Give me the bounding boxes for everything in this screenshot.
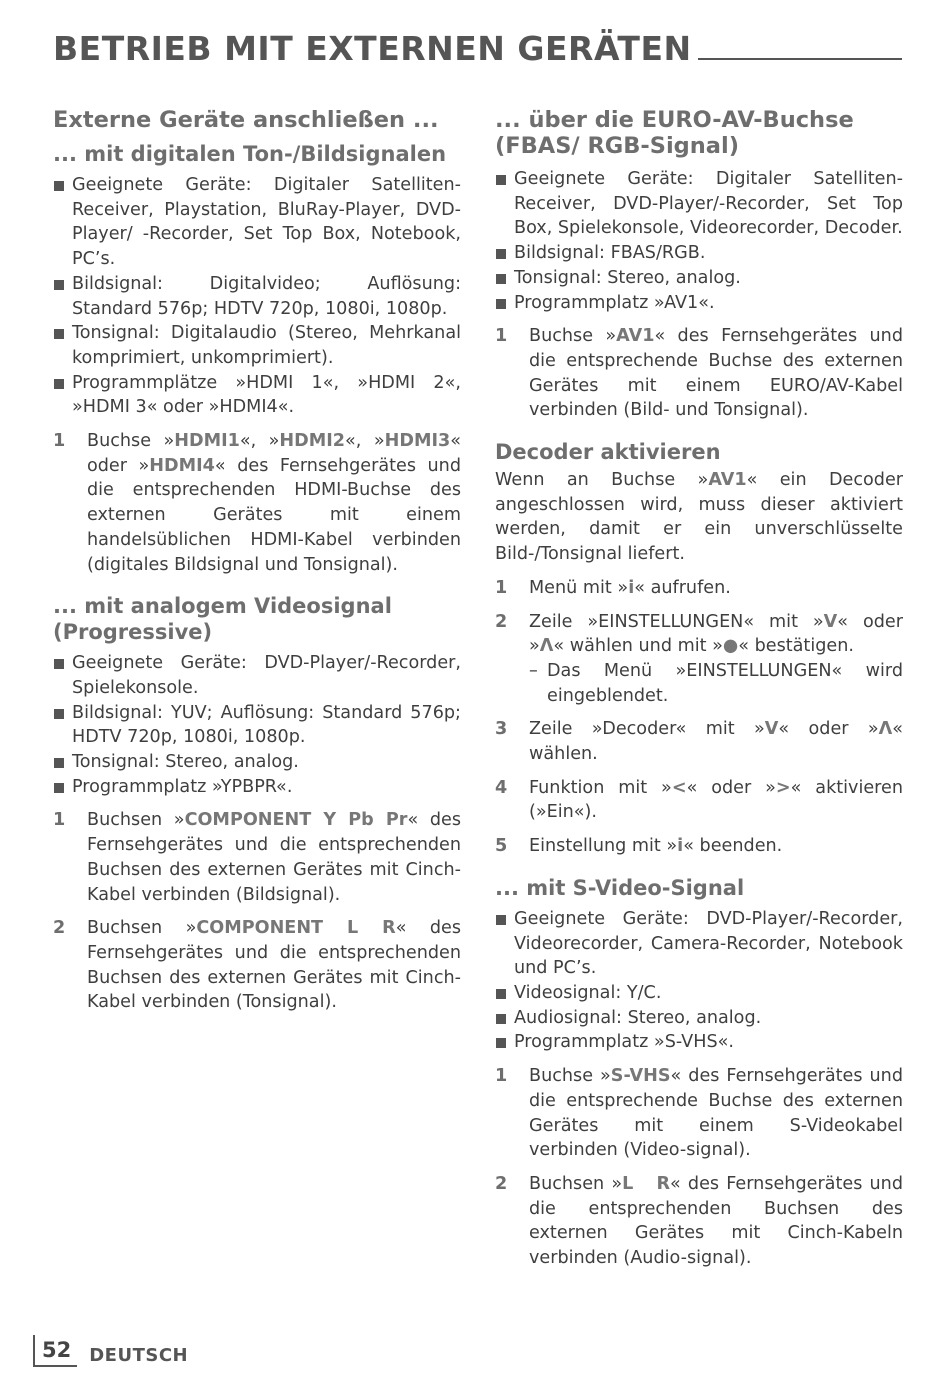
bullet-square-icon: [496, 1014, 506, 1024]
step-number: 1: [53, 431, 66, 452]
step-number: 1: [495, 1066, 508, 1087]
section-heading-digital: ... mit digitalen Ton-/Bildsignalen: [53, 142, 447, 166]
left-column: [53, 100, 461, 1015]
step-number: 4: [495, 777, 508, 798]
bullet-square-icon: [496, 249, 506, 259]
bullet-square-icon: [496, 299, 506, 309]
step-text: Buchse »AV1« des Fernsehgerätes und die entsprechende Buchse des externen Gerätes mit einem EURO/AV-Kabel verbinden (Bild- und Tonsignal).: [529, 326, 903, 421]
step-text: Einstellung mit »i« beenden.: [529, 836, 783, 857]
arrow-up-icon: Λ: [539, 636, 554, 657]
list-item: Videosignal: Y/C.: [495, 981, 903, 1006]
list-item: Geeignete Geräte: Digitaler Satelliten-Receiver, DVD-Player/-Recorder, Set Top Box, Spielekonsole, Videorecorder, Decoder.: [495, 167, 903, 241]
page-header: [53, 24, 902, 68]
list-item: Programmplatz »YPBPR«.: [53, 775, 461, 800]
step-svhs: [495, 1064, 903, 1163]
analog-bullet-list: [53, 651, 461, 799]
bullet-square-icon: [496, 915, 506, 925]
list-item: Bildsignal: FBAS/RGB.: [495, 241, 903, 266]
step-text: Zeile »Decoder« mit »V« oder »Λ« wählen.: [529, 719, 903, 765]
bullet-square-icon: [54, 783, 64, 793]
right-column: [495, 100, 903, 1271]
step-number: 1: [495, 577, 508, 598]
bullet-square-icon: [54, 280, 64, 290]
step-text: Buchsen »L R« des Fernsehgerätes und die entsprechenden Buchsen des externen Gerätes mit Cinch-Kabeln verbinden (Audio-signal).: [529, 1173, 903, 1269]
step-number: 5: [495, 836, 508, 857]
step-text: Buchse »S-VHS« des Fernsehgerätes und die entsprechende Buchse des externen Gerätes mit einem S-Videokabel verbinden (Video-signal).: [529, 1066, 903, 1161]
bullet-square-icon: [54, 758, 64, 768]
arrow-down-icon: V: [764, 719, 779, 740]
step-av1: [495, 324, 903, 423]
list-item: Tonsignal: Stereo, analog.: [53, 750, 461, 775]
list-item: Geeignete Geräte: Digitaler Satelliten-Receiver, Playstation, BluRay-Player, DVD-Player/ -Recorder, Set Top Box, Notebook, PC’s.: [53, 173, 461, 272]
bullet-square-icon: [496, 274, 506, 284]
step-hdmi: [53, 429, 461, 577]
step-text: Buchsen »COMPONENT L R« des Fernsehgerätes und die entsprechenden Buchsen des externen Gerätes mit Cinch-Kabel verbinden (Tonsignal).: [87, 918, 462, 1013]
step-activate: [495, 776, 903, 825]
list-item: Programmplätze »HDMI 1«, »HDMI 2«, »HDMI 3« oder »HDMI4«.: [53, 371, 461, 420]
step-number: 1: [53, 810, 66, 831]
list-item: Programmplatz »AV1«.: [495, 291, 903, 316]
decoder-intro: Wenn an Buchse »AV1« ein Decoder angeschlossen wird, muss dieser aktiviert werden, damit er ein unverschlüsselte Bild-/Tonsignal liefert.: [495, 470, 904, 565]
euro-av-bullet-list: [495, 167, 903, 315]
bullet-square-icon: [54, 709, 64, 719]
step-text: Menü mit »i« aufrufen.: [529, 577, 731, 598]
step-number: 1: [495, 326, 508, 347]
bullet-square-icon: [54, 379, 64, 389]
list-item: Audiosignal: Stereo, analog.: [495, 1006, 903, 1031]
arrow-down-icon: V: [823, 611, 838, 632]
step-text: Zeile »EINSTELLUNGEN« mit »V« oder »Λ« wählen und mit »●« bestätigen. – Das Menü »EINSTELLUNGEN« wird eingeblendet.: [529, 610, 903, 709]
step-subnote: – Das Menü »EINSTELLUNGEN« wird eingeblendet.: [529, 660, 903, 706]
bullet-square-icon: [496, 175, 506, 185]
step-text: Buchse »HDMI1«, »HDMI2«, »HDMI3« oder »HDMI4« des Fernsehgerätes und die entsprechenden HDMI-Buchse des externen Gerätes mit einem handelsüblichen HDMI-Kabel verbinden (digitales Bildsignal und Tonsignal).: [87, 431, 461, 575]
step-number: 2: [495, 1173, 508, 1194]
arrow-right-icon: >: [775, 777, 791, 798]
step-number: 3: [495, 719, 508, 740]
section-heading-connect: Externe Geräte anschließen ...: [53, 107, 439, 133]
section-heading-euro-av: ... über die EURO-AV-Buchse (FBAS/ RGB-Signal): [495, 107, 854, 159]
list-item: Geeignete Geräte: DVD-Player/-Recorder, Videorecorder, Camera-Recorder, Notebook und PC’s.: [495, 907, 903, 981]
step-component-video: [53, 808, 461, 907]
step-component-audio: [53, 916, 461, 1015]
page-number: 52: [33, 1335, 77, 1367]
step-text: Funktion mit »<« oder »>« aktivieren (»Ein«).: [529, 777, 903, 823]
step-audio-lr: [495, 1172, 903, 1271]
bullet-square-icon: [496, 1038, 506, 1048]
page-title: BETRIEB MIT EXTERNEN GERÄTEN: [53, 29, 692, 68]
arrow-left-icon: <: [671, 777, 687, 798]
page-footer: [33, 1335, 188, 1367]
title-rule: [698, 58, 902, 60]
language-label: DEUTSCH: [89, 1345, 189, 1366]
step-open-menu: [495, 576, 903, 601]
info-key-icon: i: [677, 836, 684, 857]
list-item: Geeignete Geräte: DVD-Player/-Recorder, Spielekonsole.: [53, 651, 461, 700]
list-item: Tonsignal: Digitalaudio (Stereo, Mehrkanal komprimiert, unkomprimiert).: [53, 321, 461, 370]
step-number: 2: [53, 918, 66, 939]
step-text: Buchsen »COMPONENT Y Pb Pr« des Fernsehgerätes und die entsprechenden Buchsen des externen Gerätes mit Cinch-Kabel verbinden (Bildsignal).: [87, 810, 462, 905]
info-key-icon: i: [628, 577, 635, 598]
list-item: Bildsignal: Digitalvideo; Auflösung: Standard 576p; HDTV 720p, 1080i, 1080p.: [53, 272, 461, 321]
step-finish: [495, 834, 903, 859]
bullet-square-icon: [54, 181, 64, 191]
section-heading-analog: ... mit analogem Videosignal (Progressive): [53, 594, 392, 645]
step-number: 2: [495, 611, 508, 632]
arrow-up-icon: Λ: [878, 719, 893, 740]
step-select-decoder: [495, 717, 903, 766]
list-item: Bildsignal: YUV; Auflösung: Standard 576p; HDTV 720p, 1080i, 1080p.: [53, 701, 461, 750]
section-heading-svideo: ... mit S-Video-Signal: [495, 875, 745, 900]
bullet-square-icon: [54, 329, 64, 339]
step-select-settings: [495, 610, 903, 709]
bullet-square-icon: [496, 989, 506, 999]
svideo-bullet-list: [495, 907, 903, 1055]
section-heading-decoder: Decoder aktivieren: [495, 440, 721, 465]
list-item: Tonsignal: Stereo, analog.: [495, 266, 903, 291]
bullet-square-icon: [54, 659, 64, 669]
list-item: Programmplatz »S-VHS«.: [495, 1030, 903, 1055]
digital-bullet-list: [53, 173, 461, 420]
ok-key-icon: ●: [722, 636, 739, 657]
